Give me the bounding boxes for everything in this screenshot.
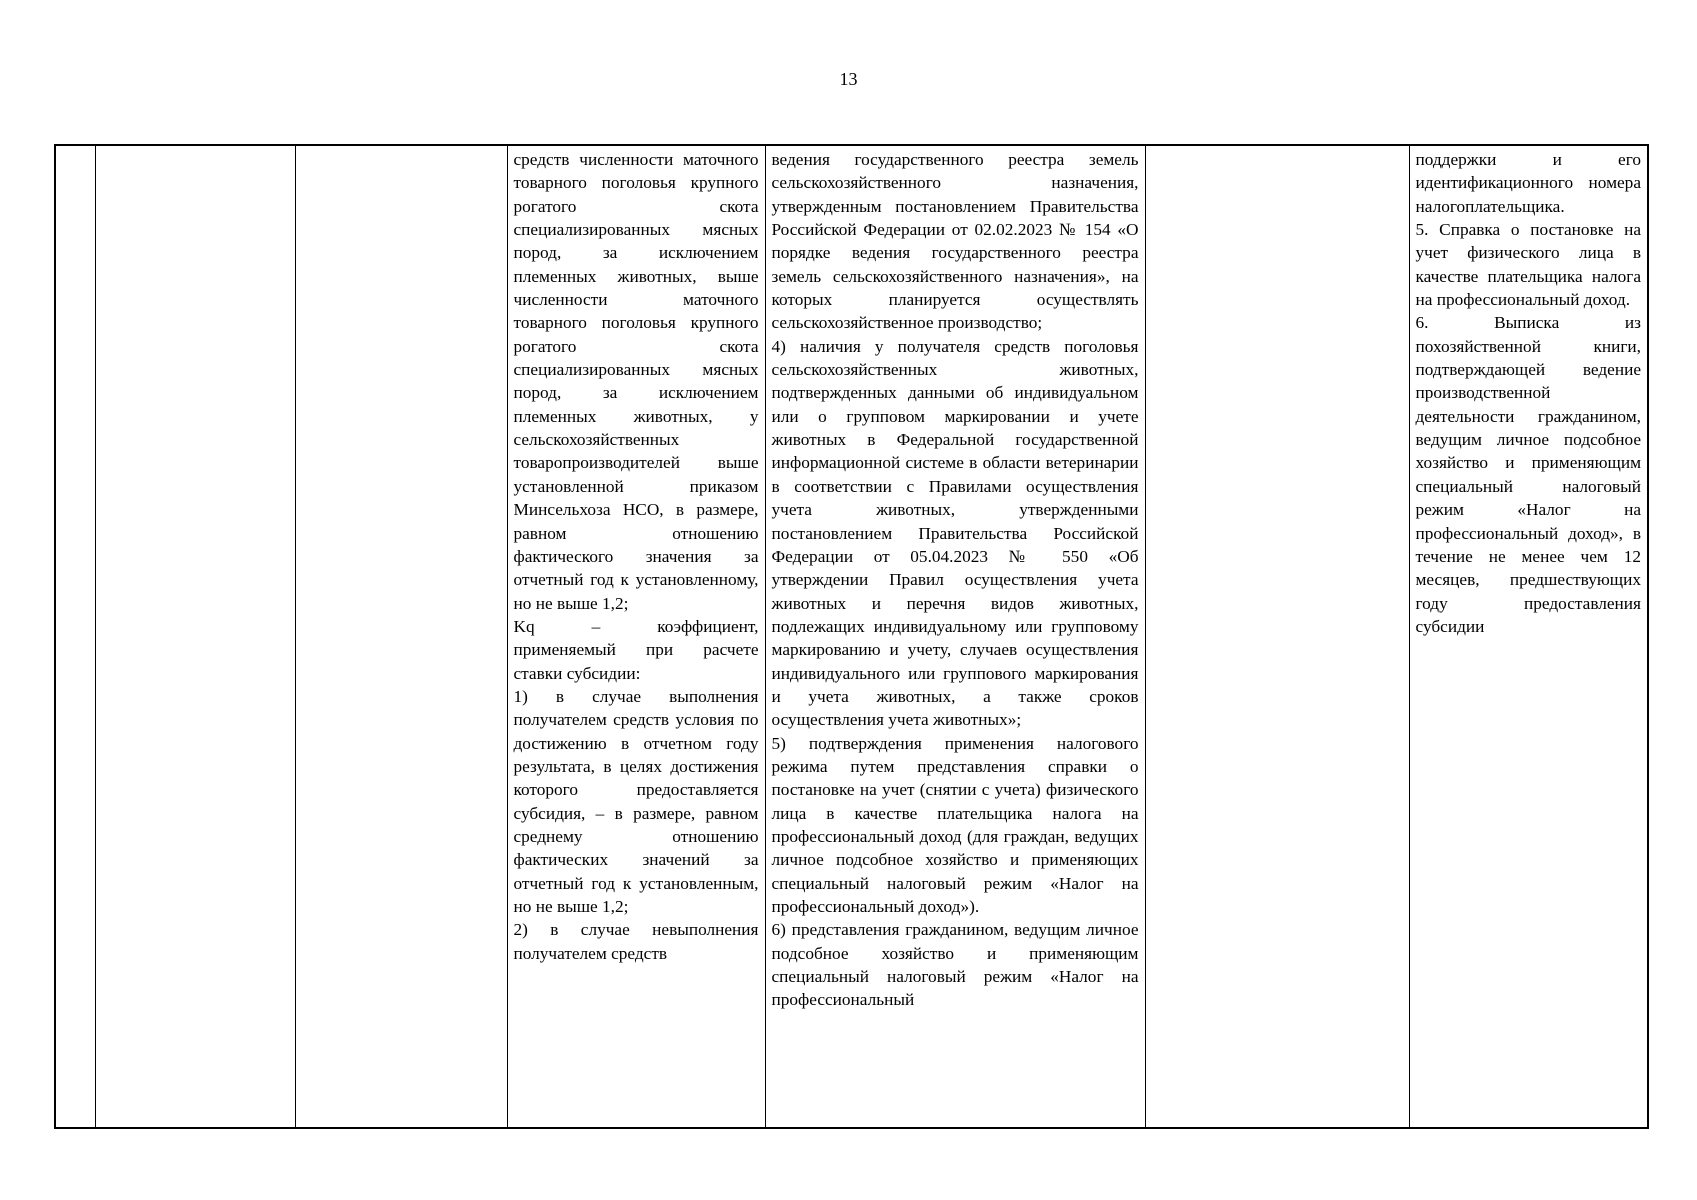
page-number: 13 — [839, 69, 858, 89]
rate-paragraph: 1) в случае выполнения получателем средств условия по достижению в отчетном году результата, в целях достижения которого предоставляется субсидия, – в размере, равном среднему отношению фактических значений за отчетный год к установленным, но не выше 1,2; — [513, 686, 759, 916]
rate-paragraph: 2) в случае невыполнения получателем средств — [513, 920, 759, 963]
condition-paragraph: 4) наличия у получателя средств поголовья сельскохозяйственных животных, подтвержденных данными об индивидуальном или о групповом маркировании и учете животных в Федеральной государственной информационной системе в области ветеринарии в соответствии с Правилами осуществления учета животных, утвержденными постановлением Правительства Российской Федерации от 05.04.2023 № 550 «Об утверждении Правил осуществления учета животных и перечня видов животных, подлежащих индивидуальному или групповому маркированию и учету, случаев осуществления индивидуального или группового маркирования и учета животных, а также сроков осуществления учета животных»; — [771, 336, 1139, 730]
rate-paragraph: Kq – коэффициент, применяемый при расчете ставки субсидии: — [513, 616, 759, 683]
condition-paragraph: 5) подтверждения применения налогового режима путем представления справки о постановке на учет (снятии с учета) физического лица в качестве плательщика налога на профессиональный доход (для граждан, ведущих личное подсобное хозяйство и применяющих специальный налоговый режим «Налог на профессиональный доход»). — [771, 733, 1139, 916]
document-paragraph: поддержки и его идентификационного номера налогоплательщика. — [1415, 150, 1641, 216]
document-paragraph: 5. Справка о постановке на учет физического лица в качестве плательщика налога на профессиональный доход. — [1415, 220, 1641, 310]
cell-documents — [1409, 145, 1648, 1128]
cell-conditions — [765, 145, 1145, 1128]
cell-purpose — [295, 145, 507, 1128]
table-row — [55, 145, 1648, 1128]
condition-paragraph: 6) представления гражданином, ведущим личное подсобное хозяйство и применяющим специальный налоговый режим «Налог на профессиональный — [771, 920, 1139, 1010]
document-table — [54, 144, 1649, 1129]
condition-paragraph: ведения государственного реестра земель сельскохозяйственного назначения, утвержденным постановлением Правительства Российской Федерации от 02.02.2023 № 154 «О порядке ведения государственного реестра земель сельскохозяйственного назначения», на которых планируется осуществлять сельскохозяйственное производство; — [771, 150, 1139, 333]
cell-empty — [1145, 145, 1409, 1128]
cell-rate-formula — [507, 145, 765, 1128]
rate-paragraph: средств численности маточного товарного поголовья крупного рогатого скота специализированных мясных пород, за исключением племенных животных, выше численности маточного товарного поголовья крупного рогатого скота специализированных мясных пород, за исключением племенных животных, у сельскохозяйственных товаропроизводителей выше установленной приказом Минсельхоза НСО, в размере, равном отношению фактического значения за отчетный год к установленному, но не выше 1,2; — [513, 150, 759, 613]
cell-name — [95, 145, 295, 1128]
document-paragraph: 6. Выписка из похозяйственной книги, подтверждающей ведение производственной деятельности гражданином, ведущим личное подсобное хозяйство и применяющим специальный налоговый режим «Налог на профессиональный доход», в течение не менее чем 12 месяцев, предшествующих году предоставления субсидии — [1415, 313, 1641, 636]
cell-number — [55, 145, 95, 1128]
